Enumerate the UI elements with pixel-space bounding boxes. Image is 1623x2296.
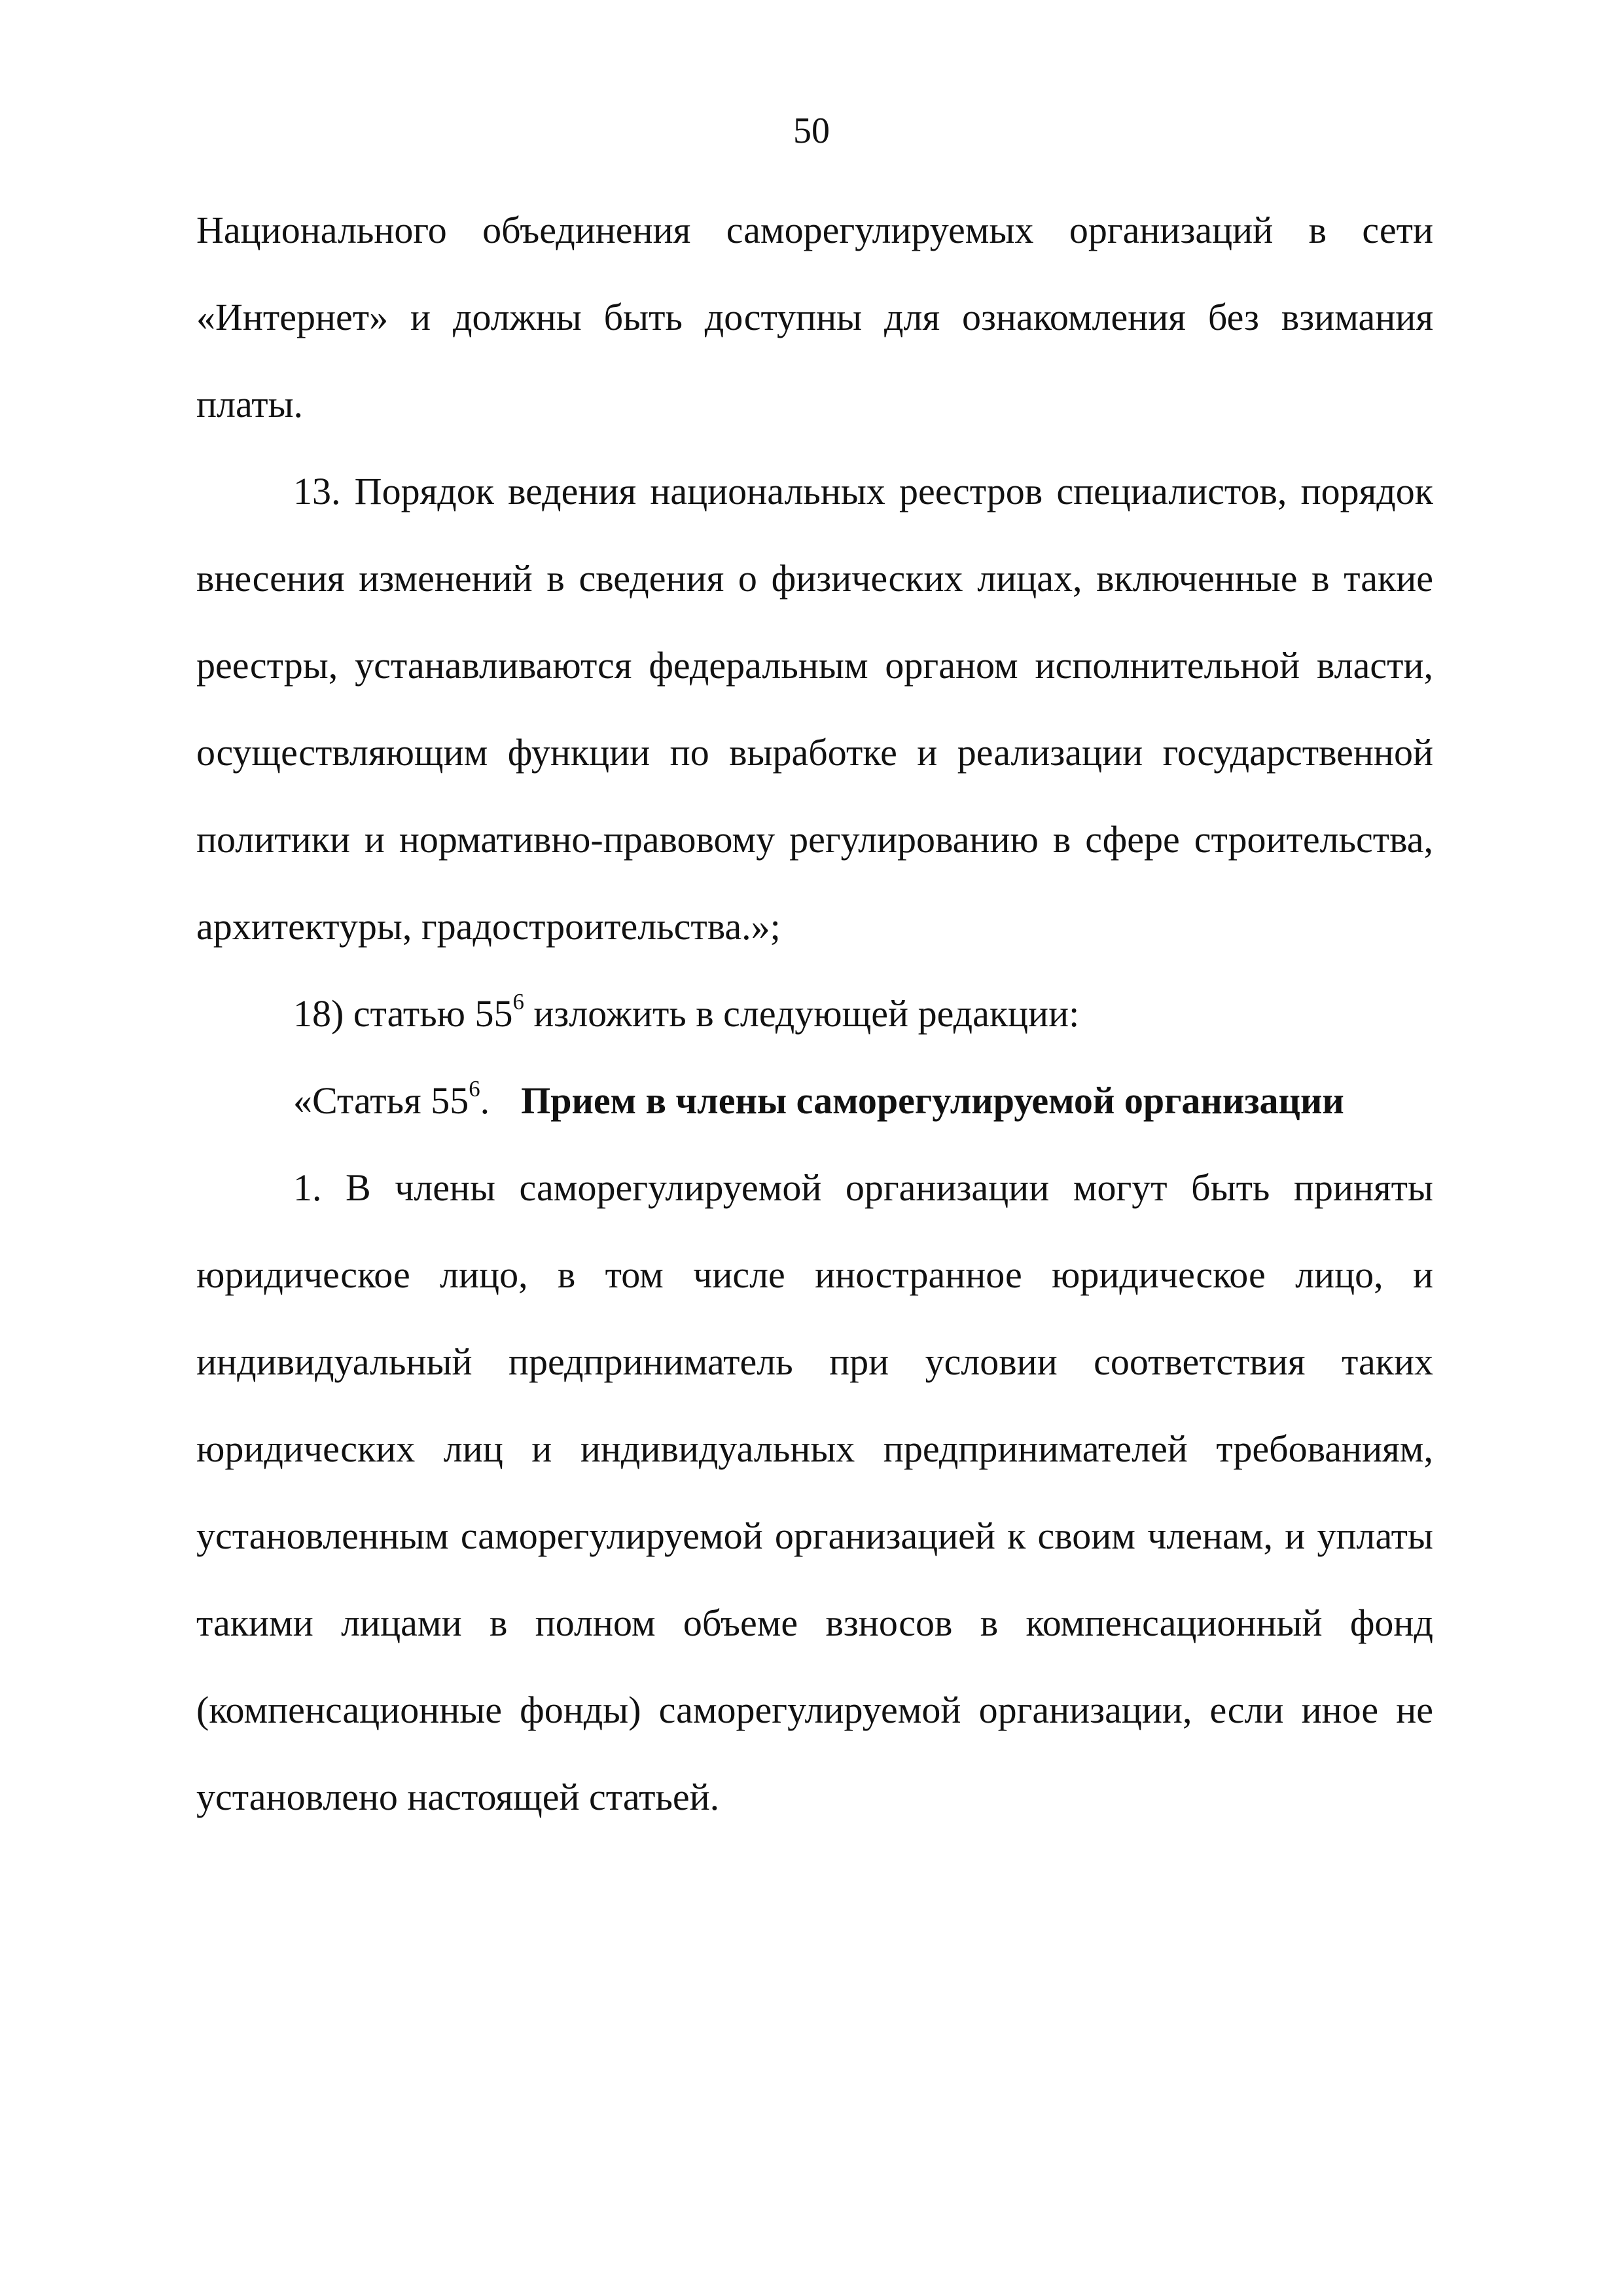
article-heading-superscript: 6: [469, 1076, 480, 1102]
article-heading-prefix: «Статья 55: [293, 1079, 469, 1122]
page-body: [196, 187, 1433, 1840]
article-heading: [196, 1057, 1433, 1144]
paragraph-item-13: 13. Порядок ведения национальных реестров специалистов, порядок внесения изменений в сведения о физических лицах, включенные в такие реестры, устанавливаются федеральным органом исполнительной власти, осуществляющим функции по выработке и реализации государственной политики и нормативно-правовому регулированию в сфере строительства, архитектуры, градостроительства.»;: [196, 470, 1433, 948]
paragraph-article-item-1: 1. В члены саморегулируемой организации могут быть приняты юридическое лицо, в том числе иностранное юридическое лицо, и индивидуальный предприниматель при условии соответствия таких юридических лиц и индивидуальных предпринимателей требованиям, установленным саморегулируемой организацией к своим членам, и уплаты такими лицами в полном объеме взносов в компенсационный фонд (компенсационные фонды) саморегулируемой организации, если иное не установлено настоящей статьей.: [196, 1166, 1433, 1818]
article-heading-dot: .: [480, 1079, 490, 1122]
item-18-text-end: изложить в следующей редакции:: [524, 992, 1080, 1035]
page-number: 50: [793, 111, 830, 151]
paragraph-continuation: Национального объединения саморегулируемых организаций в сети «Интернет» и должны быть доступны для ознакомления без взимания платы.: [196, 209, 1433, 425]
paragraph-item-18: [196, 970, 1433, 1057]
item-18-text-start: 18) статью 55: [293, 992, 513, 1035]
item-18-superscript: 6: [512, 989, 524, 1015]
article-heading-title: Прием в члены саморегулируемой организации: [521, 1079, 1344, 1122]
